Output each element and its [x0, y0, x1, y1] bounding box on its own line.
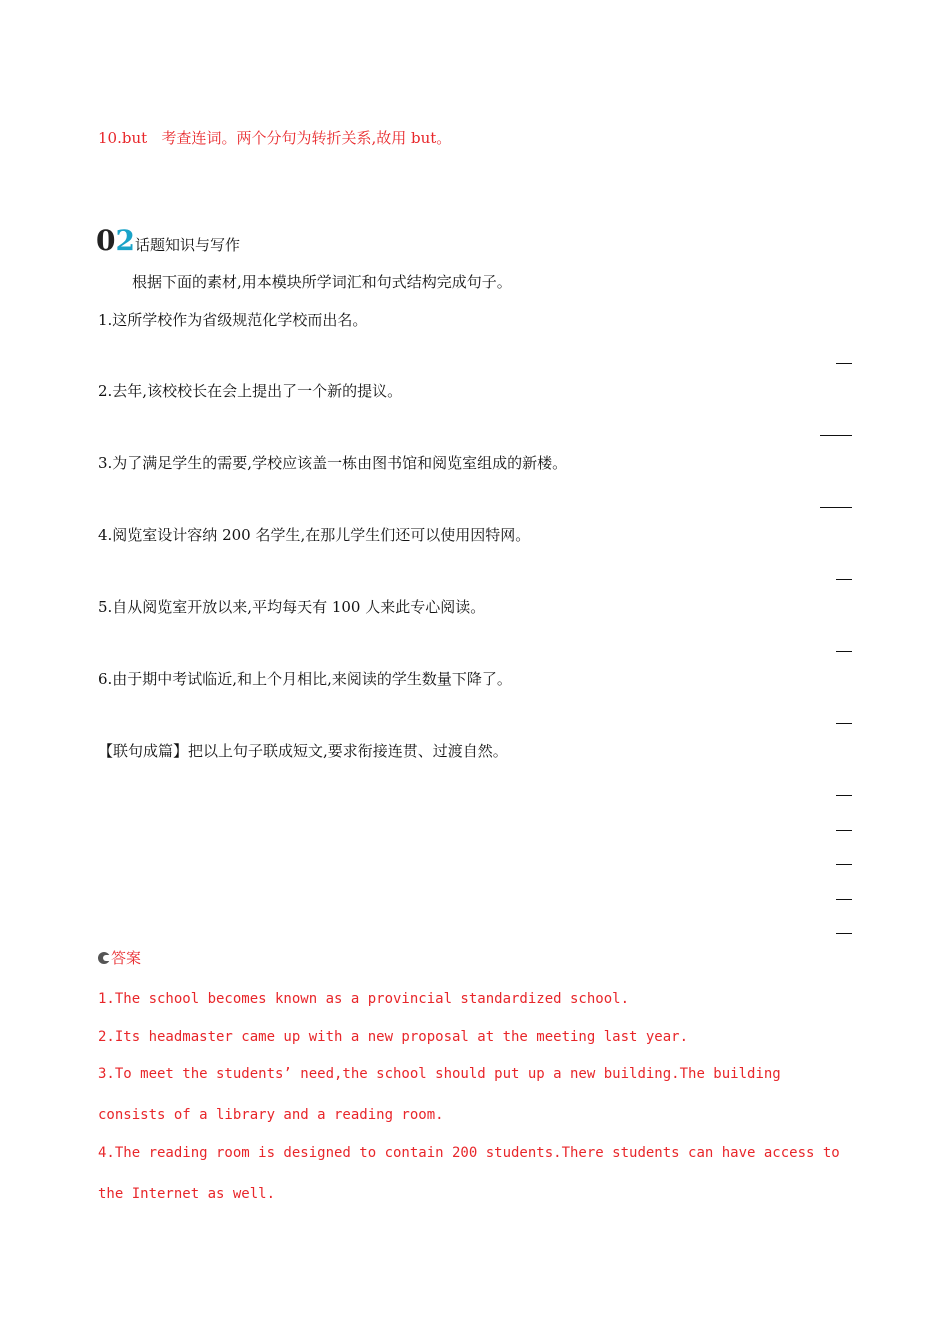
- question-4: 4.阅览室设计容纳 200 名学生,在那儿学生们还可以使用因特网。: [98, 526, 531, 544]
- answer-blank: [836, 830, 852, 831]
- instruction: 根据下面的素材,用本模块所学词汇和句式结构完成句子。: [132, 273, 512, 291]
- answer-blank: [836, 651, 852, 652]
- question-6: 6.由于期中考试临近,和上个月相比,来阅读的学生数量下降了。: [98, 670, 512, 688]
- answer-blank: [820, 435, 852, 436]
- answer-line-3-cont: consists of a library and a reading room.: [98, 1107, 444, 1123]
- answer-line-2: 2.Its headmaster came up with a new proposal at the meeting last year.: [98, 1029, 689, 1045]
- question-1: 1.这所学校作为省级规范化学校而出名。: [98, 311, 368, 329]
- answer-blank: [836, 899, 852, 900]
- answer-blank: [836, 723, 852, 724]
- answer-line-4: 4.The reading room is designed to contain 200 students.There students can have access to: [98, 1145, 840, 1161]
- question-2: 2.去年,该校校长在会上提出了一个新的提议。: [98, 382, 403, 400]
- answer-icon: [98, 952, 110, 964]
- answer-10-text: 考查连词。两个分句为转折关系,故用 but。: [161, 129, 452, 147]
- answer-blank: [836, 864, 852, 865]
- question-3: 3.为了满足学生的需要,学校应该盖一栋由图书馆和阅览室组成的新楼。: [98, 454, 568, 472]
- answer-blank: [836, 933, 852, 934]
- answer-blank: [836, 363, 852, 364]
- answer-blank: [820, 507, 852, 508]
- answer-line-1: 1.The school becomes known as a provincial standardized school.: [98, 991, 630, 1007]
- question-5: 5.自从阅览室开放以来,平均每天有 100 人来此专心阅读。: [98, 598, 486, 616]
- section-number: 02: [96, 224, 135, 257]
- section-title: 话题知识与写作: [134, 236, 240, 254]
- answer-10: [98, 128, 451, 148]
- answer-line-3: 3.To meet the students’ need,the school should put up a new building.The building: [98, 1066, 781, 1082]
- answers-title: 答案: [111, 949, 142, 967]
- answer-blank: [836, 795, 852, 796]
- answer-line-4-cont: the Internet as well.: [98, 1186, 276, 1202]
- answer-blank: [836, 579, 852, 580]
- answer-10-number: 10.but: [98, 129, 148, 147]
- section-heading: [96, 226, 240, 256]
- combine-instruction: [98, 741, 508, 761]
- answers-heading: [98, 948, 141, 968]
- combine-label: 【联句成篇】: [98, 742, 189, 760]
- combine-text: 把以上句子联成短文,要求衔接连贯、过渡自然。: [188, 742, 508, 760]
